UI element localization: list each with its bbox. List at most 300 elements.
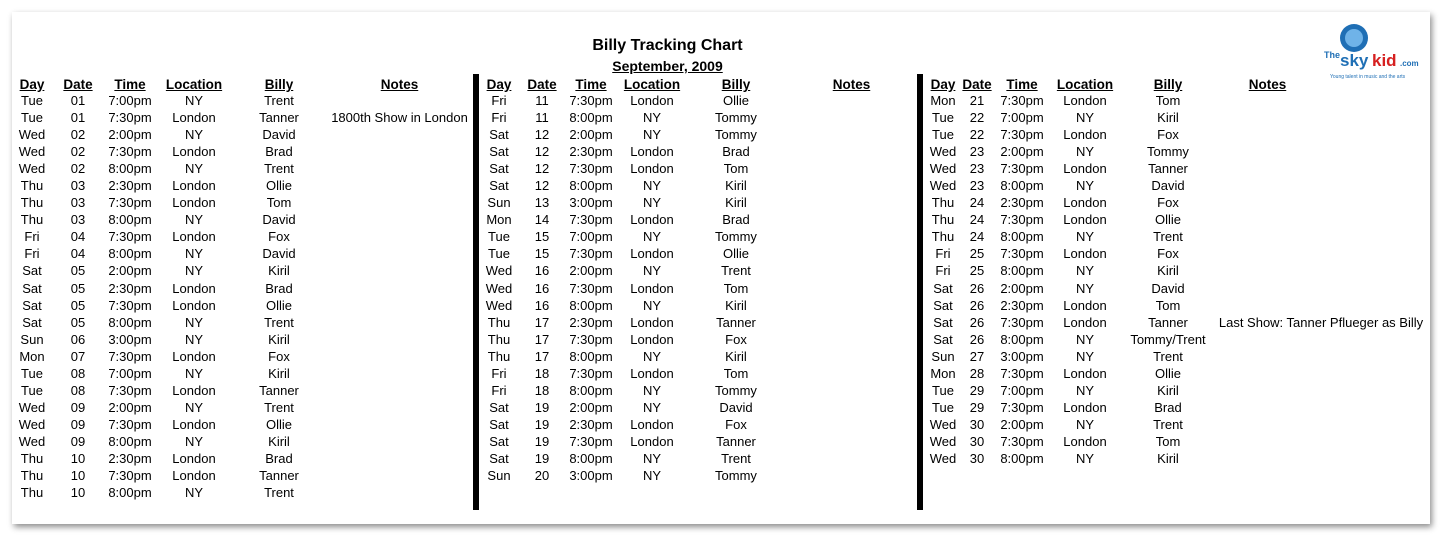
day-cell: Wed (18, 433, 46, 449)
billy-cell: Tommy (715, 110, 757, 126)
day-cell: Thu (931, 229, 955, 245)
location-cell: NY (642, 263, 662, 279)
billy-cell: Ollie (1154, 212, 1181, 228)
billy-cell: Brad (722, 144, 750, 160)
date-cell: 19 (534, 433, 550, 449)
date-cell: 07 (70, 348, 86, 364)
billy-cell: Kiril (725, 178, 747, 194)
day-cell: Mon (930, 93, 956, 108)
date-cell: 13 (534, 195, 550, 211)
date-cell: 22 (969, 127, 985, 143)
date-cell: 01 (70, 110, 86, 126)
location-cell: London (1063, 297, 1107, 313)
date-cell: 16 (534, 280, 550, 296)
day-cell: Wed (929, 433, 957, 449)
date-cell: 26 (969, 314, 985, 330)
time-cell: 3:00pm (108, 331, 152, 347)
location-cell: NY (1075, 331, 1095, 347)
location-cell: London (1063, 161, 1107, 177)
day-cell: Mon (19, 348, 45, 364)
date-cell: 02 (70, 144, 86, 160)
time-cell: 8:00pm (108, 212, 152, 228)
time-cell: 7:30pm (1000, 161, 1044, 177)
day-cell: Fri (491, 93, 507, 108)
time-cell: 8:00pm (1000, 263, 1044, 279)
day-cell: Thu (20, 468, 44, 484)
billy-cell: Tom (1155, 93, 1181, 108)
time-cell: 8:00pm (569, 348, 613, 364)
billy-cell: Brad (265, 144, 293, 160)
time-cell: 7:30pm (569, 365, 613, 381)
location-cell: NY (1075, 450, 1095, 466)
billy-cell: Kiril (268, 331, 290, 347)
date-cell: 05 (70, 280, 86, 296)
billy-cell: David (262, 246, 296, 262)
time-cell: 7:30pm (1000, 212, 1044, 228)
day-cell: Sat (933, 280, 953, 296)
day-cell: Wed (485, 297, 513, 313)
time-cell: 3:00pm (569, 195, 613, 211)
day-cell: Sat (489, 450, 509, 466)
billy-cell: Kiril (268, 433, 290, 449)
header-location: Location (1056, 77, 1114, 92)
date-cell: 09 (70, 399, 86, 415)
skykid-logo (1316, 20, 1426, 82)
location-cell: London (172, 195, 216, 211)
billy-cell: Fox (725, 331, 747, 347)
day-cell: Tue (488, 229, 510, 245)
svg-text:sky: sky (1340, 51, 1369, 70)
date-cell: 30 (969, 433, 985, 449)
billy-cell: Kiril (1157, 263, 1179, 279)
header-date: Date (63, 77, 93, 92)
header-day: Day (19, 77, 45, 92)
column-divider (917, 74, 923, 510)
billy-cell: Fox (1157, 246, 1179, 262)
date-cell: 03 (70, 178, 86, 194)
location-cell: London (172, 450, 216, 466)
billy-cell: Kiril (725, 195, 747, 211)
billy-cell: Trent (264, 485, 294, 501)
location-cell: NY (642, 195, 662, 211)
location-cell: NY (184, 212, 204, 228)
time-cell: 7:30pm (569, 161, 613, 177)
day-cell: Tue (21, 110, 43, 126)
location-cell: London (172, 229, 216, 245)
time-cell: 2:00pm (108, 127, 152, 143)
location-cell: NY (184, 485, 204, 501)
time-cell: 7:30pm (108, 416, 152, 432)
day-cell: Thu (931, 195, 955, 211)
day-cell: Sat (489, 144, 509, 160)
location-cell: London (172, 144, 216, 160)
header-notes: Notes (832, 77, 871, 92)
date-cell: 17 (534, 348, 550, 364)
time-cell: 8:00pm (108, 314, 152, 330)
date-cell: 16 (534, 263, 550, 279)
date-cell: 25 (969, 246, 985, 262)
location-cell: London (1063, 212, 1107, 228)
date-cell: 19 (534, 450, 550, 466)
day-cell: Tue (932, 382, 954, 398)
day-cell: Sat (489, 416, 509, 432)
day-cell: Sat (489, 161, 509, 177)
time-cell: 7:00pm (1000, 382, 1044, 398)
time-cell: 7:30pm (108, 195, 152, 211)
day-cell: Thu (487, 348, 511, 364)
time-cell: 2:00pm (569, 399, 613, 415)
svg-text:kid: kid (1372, 51, 1397, 70)
time-cell: 3:00pm (1000, 348, 1044, 364)
location-cell: NY (184, 263, 204, 279)
billy-cell: Ollie (722, 93, 749, 108)
date-cell: 12 (534, 178, 550, 194)
time-cell: 8:00pm (569, 297, 613, 313)
time-cell: 7:30pm (108, 348, 152, 364)
time-cell: 7:30pm (108, 144, 152, 160)
header-location: Location (165, 77, 223, 92)
header-time: Time (114, 77, 146, 92)
location-cell: NY (642, 348, 662, 364)
time-cell: 2:00pm (108, 399, 152, 415)
location-cell: NY (642, 229, 662, 245)
day-cell: Wed (929, 144, 957, 160)
time-cell: 8:00pm (569, 110, 613, 126)
location-cell: London (172, 178, 216, 194)
location-cell: NY (184, 161, 204, 177)
billy-cell: Fox (268, 229, 290, 245)
day-cell: Thu (931, 212, 955, 228)
location-cell: London (630, 331, 674, 347)
time-cell: 8:00pm (569, 382, 613, 398)
location-cell: London (1063, 433, 1107, 449)
time-cell: 8:00pm (569, 178, 613, 194)
billy-cell: Kiril (1157, 382, 1179, 398)
time-cell: 2:00pm (569, 127, 613, 143)
location-cell: NY (642, 450, 662, 466)
date-cell: 24 (969, 212, 985, 228)
location-cell: London (172, 297, 216, 313)
date-cell: 12 (534, 161, 550, 177)
billy-cell: Kiril (725, 297, 747, 313)
date-cell: 02 (70, 127, 86, 143)
location-cell: London (172, 110, 216, 126)
date-cell: 19 (534, 416, 550, 432)
header-notes: Notes (1248, 77, 1287, 92)
date-cell: 26 (969, 331, 985, 347)
location-cell: London (630, 280, 674, 296)
time-cell: 7:30pm (1000, 433, 1044, 449)
day-cell: Fri (491, 110, 507, 126)
location-cell: London (172, 416, 216, 432)
day-cell: Tue (21, 382, 43, 398)
billy-cell: Fox (1157, 195, 1179, 211)
day-cell: Sat (489, 127, 509, 143)
date-cell: 05 (70, 314, 86, 330)
time-cell: 8:00pm (108, 433, 152, 449)
header-date: Date (962, 77, 992, 92)
day-cell: Wed (485, 280, 513, 296)
billy-cell: Trent (264, 314, 294, 330)
day-cell: Thu (487, 331, 511, 347)
location-cell: NY (184, 433, 204, 449)
billy-cell: Tom (723, 280, 749, 296)
location-cell: NY (1075, 144, 1095, 160)
location-cell: NY (642, 127, 662, 143)
date-cell: 15 (534, 246, 550, 262)
billy-cell: Tommy (715, 382, 757, 398)
location-cell: NY (642, 468, 662, 484)
day-cell: Sat (933, 331, 953, 347)
date-cell: 05 (70, 297, 86, 313)
billy-cell: Ollie (265, 416, 292, 432)
time-cell: 7:30pm (1000, 127, 1044, 143)
date-cell: 26 (969, 280, 985, 296)
date-cell: 17 (534, 331, 550, 347)
date-cell: 03 (70, 212, 86, 228)
location-cell: NY (184, 93, 204, 108)
time-cell: 8:00pm (108, 485, 152, 501)
location-cell: NY (642, 297, 662, 313)
billy-cell: Tom (723, 365, 749, 381)
location-cell: London (630, 212, 674, 228)
day-cell: Thu (20, 212, 44, 228)
day-cell: Sat (933, 297, 953, 313)
billy-cell: Kiril (1157, 110, 1179, 126)
date-cell: 08 (70, 365, 86, 381)
day-cell: Wed (485, 263, 513, 279)
billy-cell: Brad (265, 450, 293, 466)
location-cell: NY (642, 178, 662, 194)
notes-cell: 1800th Show in London (331, 110, 468, 126)
billy-cell: Tanner (1148, 161, 1188, 177)
billy-cell: Tanner (716, 433, 756, 449)
billy-cell: David (719, 399, 753, 415)
billy-cell: Fox (1157, 127, 1179, 143)
date-cell: 01 (70, 93, 86, 108)
time-cell: 7:00pm (1000, 110, 1044, 126)
date-cell: 11 (535, 93, 549, 108)
date-cell: 29 (969, 399, 985, 415)
time-cell: 8:00pm (1000, 331, 1044, 347)
date-cell: 15 (534, 229, 550, 245)
time-cell: 7:00pm (108, 365, 152, 381)
billy-cell: Ollie (722, 246, 749, 262)
location-cell: London (630, 144, 674, 160)
time-cell: 7:30pm (108, 382, 152, 398)
date-cell: 12 (534, 144, 550, 160)
day-cell: Wed (929, 416, 957, 432)
billy-cell: Ollie (265, 297, 292, 313)
time-cell: 2:00pm (1000, 416, 1044, 432)
date-cell: 20 (534, 468, 550, 484)
time-cell: 7:30pm (1000, 93, 1044, 108)
date-cell: 09 (70, 433, 86, 449)
day-cell: Sun (487, 195, 511, 211)
location-cell: NY (184, 331, 204, 347)
header-time: Time (1006, 77, 1038, 92)
day-cell: Fri (24, 246, 40, 262)
date-cell: 04 (70, 246, 86, 262)
time-cell: 2:30pm (569, 314, 613, 330)
time-cell: 2:30pm (569, 416, 613, 432)
day-cell: Fri (935, 246, 951, 262)
day-cell: Fri (24, 229, 40, 245)
header-day: Day (486, 77, 512, 92)
notes-cell: Last Show: Tanner Pflueger as Billy (1218, 314, 1424, 330)
day-cell: Fri (935, 263, 951, 279)
header-day: Day (930, 77, 956, 92)
date-cell: 11 (535, 110, 549, 126)
location-cell: NY (184, 399, 204, 415)
billy-cell: Tom (266, 195, 292, 211)
time-cell: 2:30pm (108, 178, 152, 194)
time-cell: 7:30pm (569, 93, 613, 108)
day-cell: Tue (21, 93, 43, 108)
billy-cell: Trent (1153, 416, 1183, 432)
day-cell: Thu (20, 195, 44, 211)
header-time: Time (575, 77, 607, 92)
billy-cell: Tom (1155, 297, 1181, 313)
billy-cell: Tommy (715, 127, 757, 143)
time-cell: 2:30pm (569, 144, 613, 160)
time-cell: 2:30pm (108, 280, 152, 296)
date-cell: 10 (70, 485, 86, 501)
date-cell: 10 (70, 450, 86, 466)
time-cell: 7:30pm (569, 331, 613, 347)
billy-cell: Trent (1153, 229, 1183, 245)
date-cell: 08 (70, 382, 86, 398)
location-cell: NY (642, 399, 662, 415)
date-cell: 04 (70, 229, 86, 245)
billy-cell: Trent (264, 93, 294, 108)
day-cell: Sun (20, 331, 44, 347)
date-cell: 10 (70, 468, 86, 484)
day-cell: Thu (20, 450, 44, 466)
date-cell: 14 (534, 212, 550, 228)
time-cell: 2:00pm (1000, 144, 1044, 160)
location-cell: London (1063, 93, 1107, 108)
day-cell: Tue (932, 110, 954, 126)
billy-cell: Tom (1155, 433, 1181, 449)
day-cell: Tue (488, 246, 510, 262)
location-cell: London (172, 348, 216, 364)
time-cell: 8:00pm (108, 161, 152, 177)
day-cell: Sat (489, 399, 509, 415)
time-cell: 7:30pm (1000, 399, 1044, 415)
svg-text:.com: .com (1400, 59, 1419, 68)
location-cell: London (630, 365, 674, 381)
location-cell: NY (1075, 263, 1095, 279)
location-cell: London (630, 93, 674, 108)
day-cell: Thu (20, 178, 44, 194)
day-cell: Sun (931, 348, 955, 364)
header-date: Date (527, 77, 557, 92)
day-cell: Wed (929, 178, 957, 194)
location-cell: NY (1075, 348, 1095, 364)
date-cell: 21 (969, 93, 985, 108)
billy-cell: Tom (723, 161, 749, 177)
day-cell: Sat (22, 314, 42, 330)
billy-cell: Brad (722, 212, 750, 228)
billy-cell: Tommy (715, 468, 757, 484)
location-cell: London (1063, 195, 1107, 211)
time-cell: 7:30pm (108, 229, 152, 245)
time-cell: 7:00pm (569, 229, 613, 245)
location-cell: London (172, 280, 216, 296)
billy-cell: Trent (264, 161, 294, 177)
time-cell: 8:00pm (1000, 450, 1044, 466)
header-billy: Billy (1153, 77, 1183, 92)
svg-text:The: The (1324, 50, 1341, 60)
date-cell: 27 (969, 348, 985, 364)
day-cell: Wed (18, 161, 46, 177)
billy-cell: Ollie (1154, 365, 1181, 381)
time-cell: 8:00pm (569, 450, 613, 466)
day-cell: Sat (22, 297, 42, 313)
time-cell: 7:30pm (108, 110, 152, 126)
day-cell: Sat (933, 314, 953, 330)
billy-cell: Kiril (268, 263, 290, 279)
billy-cell: David (262, 127, 296, 143)
location-cell: NY (642, 110, 662, 126)
date-cell: 17 (534, 314, 550, 330)
location-cell: London (172, 382, 216, 398)
location-cell: London (1063, 399, 1107, 415)
billy-cell: Tommy (715, 229, 757, 245)
location-cell: NY (642, 382, 662, 398)
billy-cell: Trent (1153, 348, 1183, 364)
billy-cell: Trent (264, 399, 294, 415)
date-cell: 24 (969, 229, 985, 245)
header-billy: Billy (264, 77, 294, 92)
date-cell: 12 (534, 127, 550, 143)
day-cell: Thu (20, 485, 44, 501)
location-cell: NY (1075, 280, 1095, 296)
location-cell: NY (1075, 416, 1095, 432)
date-cell: 22 (969, 110, 985, 126)
day-cell: Fri (491, 365, 507, 381)
date-cell: 18 (534, 365, 550, 381)
day-cell: Wed (929, 450, 957, 466)
billy-cell: Kiril (1157, 450, 1179, 466)
billy-cell: Tanner (259, 468, 299, 484)
svg-text:Young talent in music and the: Young talent in music and the arts (1330, 74, 1406, 80)
day-cell: Wed (929, 161, 957, 177)
location-cell: London (630, 416, 674, 432)
time-cell: 2:00pm (1000, 280, 1044, 296)
location-cell: London (630, 433, 674, 449)
location-cell: NY (1075, 110, 1095, 126)
day-cell: Sat (489, 178, 509, 194)
date-cell: 09 (70, 416, 86, 432)
page-subtitle: September, 2009 (612, 58, 723, 74)
day-cell: Mon (930, 365, 956, 381)
billy-cell: Fox (268, 348, 290, 364)
location-cell: London (630, 246, 674, 262)
billy-cell: Tommy (1147, 144, 1189, 160)
time-cell: 7:30pm (569, 246, 613, 262)
date-cell: 18 (534, 382, 550, 398)
page-title: Billy Tracking Chart (592, 37, 743, 54)
date-cell: 05 (70, 263, 86, 279)
location-cell: London (1063, 365, 1107, 381)
billy-cell: Trent (721, 263, 751, 279)
billy-cell: Trent (721, 450, 751, 466)
time-cell: 2:00pm (108, 263, 152, 279)
time-cell: 2:30pm (1000, 195, 1044, 211)
billy-cell: Tanner (1148, 314, 1188, 330)
